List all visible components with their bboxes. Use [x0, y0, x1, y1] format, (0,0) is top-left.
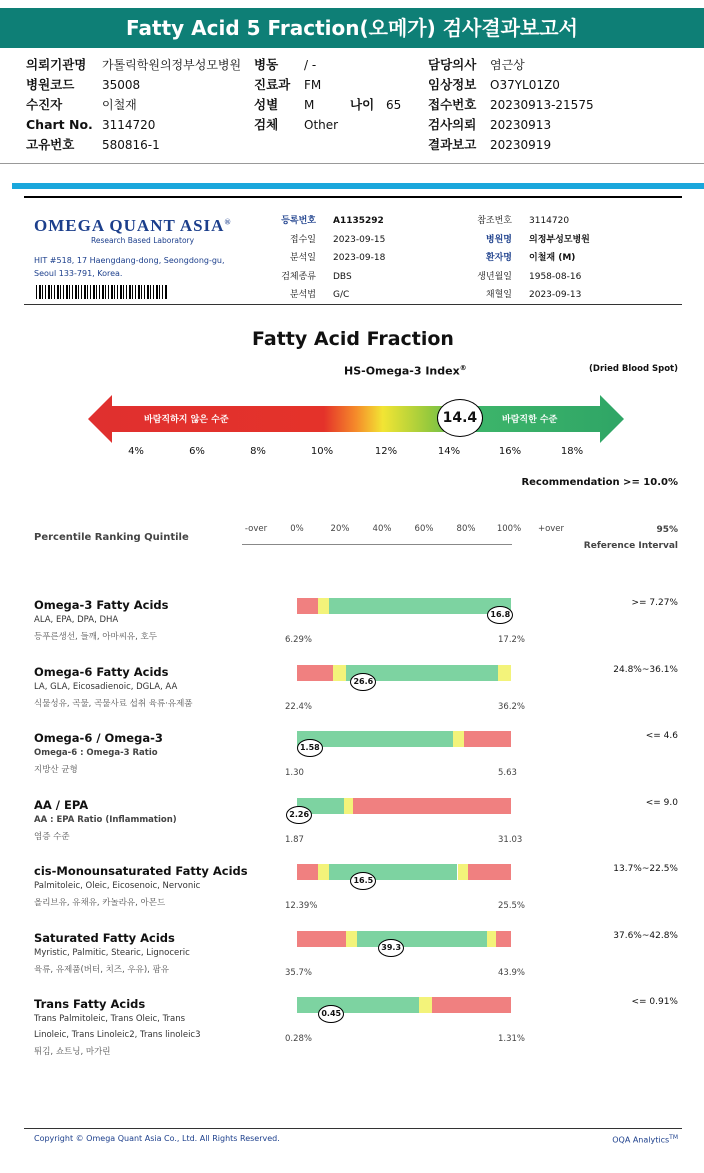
percentile-tick: 40% [372, 524, 392, 534]
range-segment [297, 665, 333, 681]
row-food-sources: 식물성유, 곡물, 곡물사료 섭취 육류·유제품 [34, 698, 193, 709]
percentile-label: Percentile Ranking Quintile [34, 532, 189, 543]
value-marker: 1.58 [297, 739, 323, 757]
scale-tick-label: 8% [250, 446, 266, 457]
sample-field: 검체종류 [281, 271, 316, 282]
copyright: Copyright © Omega Quant Asia Co., Ltd. All Rights Reserved. [34, 1134, 280, 1143]
info-key: 병원코드 [26, 77, 75, 92]
row-title: Omega-3 Fatty Acids [34, 598, 169, 612]
range-high: 25.5% [498, 901, 526, 911]
good-zone-label: 바람직한 수준 [502, 415, 558, 425]
range-high: 5.63 [498, 768, 517, 778]
range-low: 1.87 [285, 834, 304, 845]
info-value: / - [304, 58, 317, 72]
sample-field: 분석법 [289, 290, 316, 300]
row-title: Trans Fatty Acids [34, 997, 146, 1011]
range-segment [333, 665, 346, 681]
info-key: Chart No. [26, 117, 93, 132]
divider [0, 163, 704, 164]
info-value: FM [304, 78, 322, 92]
row-title: AA / EPA [34, 797, 89, 812]
row-subtitle: AA : EPA Ratio (Inflammation) [34, 814, 177, 825]
range-bar [297, 665, 511, 686]
row-subtitle: Omega-6 : Omega-3 Ratio [34, 748, 158, 758]
row-food-sources: 육류, 유제품(버터, 치즈, 우유), 팜유 [34, 964, 169, 975]
info-value: 3114720 [102, 118, 156, 132]
row-subtitle: Myristic, Palmitic, Stearic, Lignoceric [34, 947, 190, 958]
sample-field: 2023-09-18 [333, 253, 386, 263]
info-value: 염근상 [490, 58, 525, 72]
info-value: 20230913 [490, 118, 552, 132]
info-key: 수진자 [26, 97, 63, 112]
chart-title: Fatty Acid Fraction [252, 328, 454, 350]
reference-value: <= 9.0 [645, 797, 678, 808]
range-segment [318, 598, 329, 614]
row-title: Saturated Fatty Acids [34, 930, 175, 945]
row-title: cis-Monounsaturated Fatty Acids [34, 864, 248, 878]
percentile-tick: 0% [290, 524, 304, 534]
info-value: 가톨릭학원의정부성모병원 [102, 58, 242, 72]
info-key: 성별 [254, 97, 279, 112]
percentile-tick: -over [244, 524, 268, 534]
info-key: 진료과 [254, 77, 291, 92]
sample-field: 접수일 [289, 234, 316, 245]
range-segment [498, 665, 511, 681]
range-segment [487, 931, 496, 947]
scale-tick-label: 18% [560, 446, 584, 457]
range-segment [464, 731, 511, 747]
value-marker: 16.5 [350, 872, 376, 890]
row-food-sources: 등푸른생선, 들깨, 아마씨유, 호두 [34, 632, 157, 642]
range-segment [297, 931, 346, 947]
info-key: 검사의뢰 [428, 117, 477, 132]
range-low: 35.7% [285, 967, 313, 978]
range-high: 17.2% [498, 635, 526, 645]
reference-value: <= 0.91% [631, 997, 678, 1007]
value-marker: 2.26 [286, 806, 312, 824]
sample-field: 환자명 [485, 253, 512, 263]
info-key: 고유번호 [26, 137, 75, 152]
row-title: Omega-6 / Omega-3 [34, 731, 163, 745]
row-subtitle-2: Linoleic, Trans Linoleic2, Trans linoleic3 [34, 1030, 201, 1040]
range-segment [329, 598, 511, 614]
range-segment [353, 798, 511, 814]
index-gauge [88, 395, 624, 445]
range-segment [453, 731, 464, 747]
range-segment [297, 864, 318, 880]
percentile-tick: +over [537, 524, 565, 534]
reference-value: <= 4.6 [645, 731, 678, 741]
index-value-marker: 14.4 [437, 399, 483, 437]
row-subtitle: ALA, EPA, DPA, DHA [34, 615, 119, 625]
ref-interval-label: Reference Interval [583, 541, 678, 551]
lab-tagline: Research Based Laboratory [91, 236, 195, 245]
recommendation: Recommendation >= 10.0% [521, 477, 678, 488]
info-value: 20230913-21575 [490, 98, 594, 112]
info-key: 임상정보 [428, 77, 477, 92]
lab-address: HIT #518, 17 Haengdang-dong, Seongdong-gu, Seoul 133-791, Korea. [34, 256, 225, 278]
range-segment [297, 997, 419, 1013]
sample-field: A1135292 [333, 216, 384, 226]
sample-field: 병원명 [485, 234, 512, 245]
range-bar [289, 798, 511, 819]
bad-zone-label: 바람직하지 않은 수준 [144, 415, 229, 425]
range-high: 31.03 [498, 834, 523, 845]
range-segment [419, 997, 432, 1013]
info-key: 의뢰기관명 [26, 57, 87, 72]
sample-field: 참조번호 [477, 216, 512, 226]
header-rule [24, 304, 682, 305]
percentile-axis [242, 544, 512, 545]
row-title: Omega-6 Fatty Acids [34, 664, 169, 679]
scale-tick-label: 14% [437, 446, 461, 457]
range-low: 0.28% [285, 1034, 313, 1044]
range-segment [329, 864, 457, 880]
sample-field: 1958-08-16 [529, 271, 582, 282]
range-low: 12.39% [285, 901, 318, 911]
range-segment [297, 598, 318, 614]
value-marker: 39.3 [378, 939, 404, 957]
info-key: 접수번호 [428, 97, 477, 112]
sample-field: 채혈일 [485, 290, 512, 300]
reference-value: >= 7.27% [631, 598, 678, 608]
range-bar [297, 864, 511, 885]
row-food-sources: 튀김, 쇼트닝, 마가린 [34, 1047, 111, 1057]
range-segment [346, 931, 357, 947]
top-rule [24, 196, 682, 198]
range-high: 36.2% [498, 701, 526, 712]
report-title: Fatty Acid 5 Fraction(오메가) 검사결과보고서 [0, 8, 704, 48]
percentile-tick: 100% [496, 524, 522, 534]
reference-value: 13.7%~22.5% [613, 864, 678, 874]
info-value: 65 [386, 98, 402, 112]
range-high: 1.31% [498, 1034, 526, 1044]
info-key: 담당의사 [428, 57, 477, 72]
scale-tick-label: 10% [310, 446, 334, 457]
sample-field: DBS [333, 271, 352, 282]
range-segment [432, 997, 511, 1013]
scale-tick-label: 4% [128, 446, 144, 457]
info-value: 20230919 [490, 138, 552, 152]
percentile-tick: 80% [456, 524, 476, 534]
range-low: 6.29% [285, 635, 313, 645]
percentile-tick: 20% [330, 524, 350, 534]
sample-field: 이철재 (M) [529, 253, 576, 263]
sample-field: G/C [333, 290, 350, 300]
range-segment [357, 931, 488, 947]
footer-rule [24, 1128, 682, 1129]
scale-tick-label: 12% [374, 446, 398, 457]
row-subtitle: Trans Palmitoleic, Trans Oleic, Trans [34, 1014, 186, 1024]
range-segment [496, 931, 511, 947]
info-key: 병동 [254, 57, 279, 72]
range-low: 1.30 [285, 768, 304, 778]
sample-field: 2023-09-15 [333, 234, 386, 245]
range-segment [318, 864, 329, 880]
range-bar [297, 997, 511, 1018]
sample-field: 의정부성모병원 [529, 234, 590, 245]
reference-value: 37.6%~42.8% [613, 930, 678, 941]
index-label: HS-Omega-3 Index® [344, 364, 467, 378]
sample-field: 분석일 [289, 253, 316, 263]
oqa-analytics: OQA Analytics™ [612, 1134, 678, 1145]
info-key: 나이 [350, 97, 375, 112]
row-subtitle: LA, GLA, Eicosadienoic, DGLA, AA [34, 681, 178, 692]
index-header [24, 364, 682, 378]
info-value: 35008 [102, 78, 141, 92]
range-segment [344, 798, 353, 814]
patient-info [0, 52, 704, 152]
sample-field: 2023-09-13 [529, 290, 582, 300]
sample-field: 등록번호 [281, 216, 316, 226]
ref-interval-pct: 95% [656, 525, 678, 535]
value-marker: 16.8 [487, 606, 513, 624]
info-value: O37YL01Z0 [490, 78, 560, 92]
barcode-image [36, 285, 168, 299]
report-card [24, 196, 682, 1145]
row-food-sources: 올리브유, 유채유, 카놀라유, 아몬드 [34, 898, 166, 908]
sample-field: 3114720 [529, 216, 570, 226]
value-marker: 0.45 [318, 1005, 344, 1023]
range-bar [297, 598, 511, 619]
info-value: 580816-1 [102, 138, 160, 152]
row-food-sources: 염증 수준 [34, 831, 70, 842]
percentile-tick: 60% [414, 524, 434, 534]
row-food-sources: 지방산 균형 [34, 765, 78, 775]
reference-value: 24.8%~36.1% [613, 664, 678, 675]
row-subtitle: Palmitoleic, Oleic, Eicosenoic, Nervonic [34, 881, 201, 891]
blue-rule [12, 183, 704, 189]
info-key: 검체 [254, 117, 279, 132]
value-marker: 26.6 [350, 673, 376, 691]
range-bar [297, 731, 511, 752]
scale-tick-label: 6% [189, 446, 205, 457]
info-key: 결과보고 [428, 137, 477, 152]
info-value: Other [304, 118, 339, 132]
sample-type: (Dried Blood Spot) [589, 364, 678, 374]
range-segment [468, 864, 511, 880]
info-value: 이철재 [102, 98, 137, 112]
lab-logo: OMEGA QUANT ASIA® [34, 216, 232, 235]
range-segment [458, 864, 469, 880]
range-low: 22.4% [285, 701, 313, 712]
info-value: M [304, 98, 315, 112]
scale-tick-label: 16% [498, 446, 522, 457]
range-bar [297, 931, 511, 952]
sample-field: 생년월일 [477, 271, 512, 282]
range-high: 43.9% [498, 967, 526, 978]
